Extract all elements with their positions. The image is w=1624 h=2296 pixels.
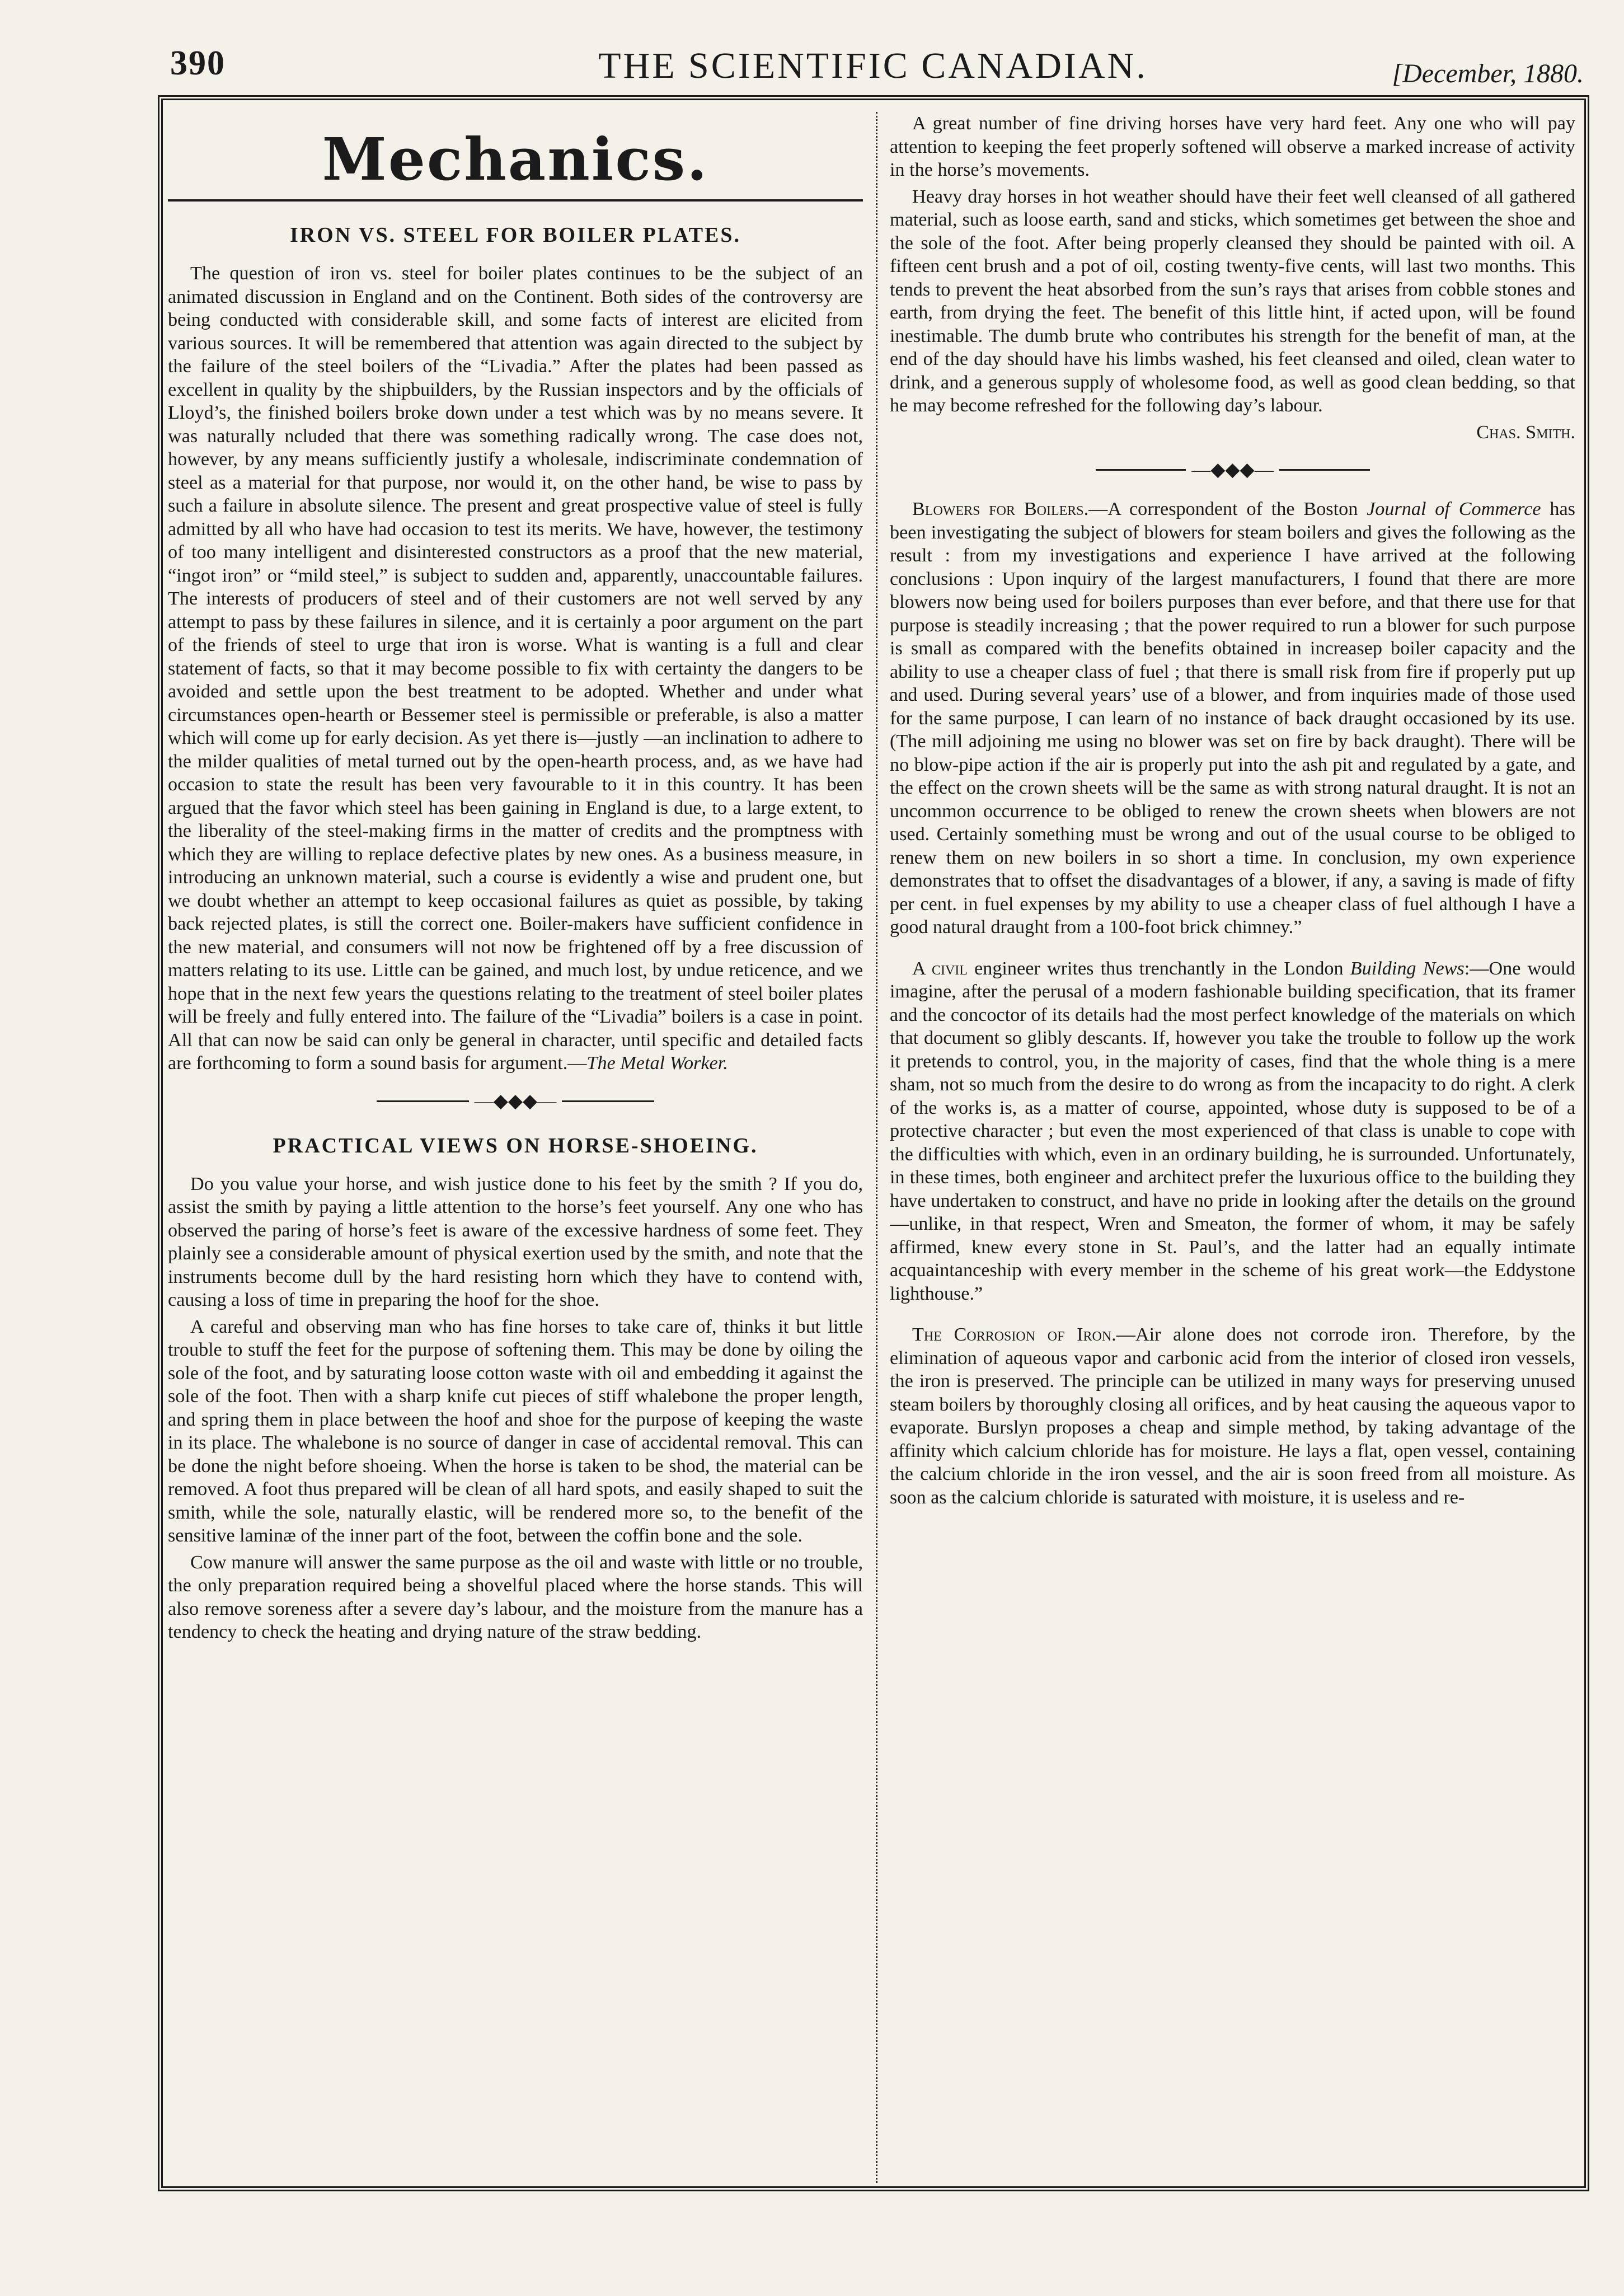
column-divider — [876, 112, 877, 2183]
article-civil-engineer — [890, 957, 1575, 1306]
article-iron-vs-steel — [168, 223, 863, 1075]
left-column — [168, 112, 863, 2177]
journal-name: Building News — [1350, 958, 1465, 979]
article-blowers — [890, 498, 1575, 939]
article-paragraph: A careful and observing man who has fine horses to take care of, thinks it but little trouble to stuff the feet for the purpose of softening them. This may be done by oiling the sole of the foot, and by saturating loose cotton waste with oil and embedding it against the sole of the foot. Then with a sharp knife cut pieces of stiff whalebone the proper length, and spring them in place between the hoof and shoe for the purpose of keeping the waste in its place. The whalebone is no source of danger in case of accidental removal. This can be done the night before shoeing. When the horse is taken to be shod, the material can be removed. A foot thus prepared will be clean of all hard spots, and easily shaped to suit the smith, while the sole, naturally elastic, will be rendered more so, to the benefit of the sensitive laminæ of the inner part of the foot, between the coffin bone and the sole. — [168, 1316, 863, 1546]
author-signature: Chas. Smith. — [1476, 421, 1575, 443]
article-paragraph: Do you value your horse, and wish justice done to his feet by the smith ? If you do, assist the smith by paying a little attention to the horse’s feet yourself. Any one who has observed the paring of horse’s feet is aware of the excessive hardness of some feet. They plainly see a considerable amount of physical exertion used by the smith, and note that the instruments become dull by the hard resisting horn which they have to contend with, causing a loss of time in preparing the hoof for the shoe. — [168, 1173, 863, 1310]
article-paragraph: A great number of fine driving horses have very hard feet. Any one who will pay attention to keeping the feet properly softened will observe a marked increase of activity in the horse’s movements. — [890, 113, 1575, 180]
article-lead: Blowers for Boilers. — [912, 499, 1089, 519]
article-lead: The Corrosion of Iron. — [912, 1324, 1116, 1345]
article-paragraph: Cow manure will answer the same purpose as the oil and waste with little or no trouble, the only preparation required being a shovelful placed where the horse stands. This will also remove soreness after a severe day’s labour, and the moisture from the manure has a tendency to check the heating and drying nature of the straw bedding. — [168, 1552, 863, 1642]
heading-rule — [168, 199, 863, 202]
article-title: IRON VS. STEEL FOR BOILER PLATES. — [289, 223, 741, 247]
source-credit: The Metal Worker. — [586, 1053, 728, 1074]
page-number: 390 — [170, 44, 226, 82]
article-horse-shoeing — [168, 1133, 863, 1644]
article-paragraph: A civil engineer writes thus trenchantly in the London Building News:—One would imagine, after the perusal of a modern fashionable building specification, that its framer and the concoctor of its details had the most perfect knowledge of the materials on which that document so glibly descants. If, however you take the trouble to follow up the work it pretends to control, you, in the majority of cases, find that the whole thing is a mere sham, not so much from the desire to do wrong as from the incapacity to do right. A clerk of the works is, as a matter of course, appointed, whose duty is supposed to be of a protective character ; but even the most experienced of that class is unable to cope with the difficulties with which, even in an ordinary building, he is surrounded. Unfortunately, in these times, both engineer and architect prefer the luxurious office to the building they have undertaken to construct, and have no pride in looking after the details on the ground—unlike, in that respect, Wren and Smeaton, the former of whom, it may be safely affirmed, knew every stone in St. Paul’s, and the latter had an equally intimate acquaintanceship with every member in the scheme of his great work—the Eddystone lighthouse.” — [890, 958, 1575, 1304]
separator-ornament: —◆◆◆— — [890, 458, 1575, 481]
masthead — [162, 34, 1584, 101]
journal-name: Journal of Commerce — [1367, 499, 1541, 519]
section-heading: Mechanics. — [322, 125, 709, 194]
right-column — [890, 112, 1575, 2177]
article-paragraph: The question of iron vs. steel for boiler plates continues to be the subject of an animated discussion in England and on the Continent. Both sides of the controversy are being conducted with considerable skill, and some facts of interest are elicited from various sources. It will be remembered that attention was again directed to the subject by the failure of the steel boilers of the “Livadia.” After the plates had been passed as excellent in quality by the shipbuilders, by the Russian inspectors and by the officials of Lloyd’s, the finished boilers broke down under a test which was by no means severe. It was naturally ncluded that there was something radically wrong. The case does not, however, by any means sufficiently justify a wholesale, indiscriminate condemnation of steel as a material for that purpose, nor would it, on the other hand, be wise to pass by such a failure in absolute silence. The present and great prospective value of steel is fully admitted by all who have had occasion to test its merits. We have, however, the testimony of too many intelligent and disinterested constructors as a proof that the new material, “ingot iron” or “mild steel,” is subject to sudden and, apparently, unaccountable failures. The interests of producers of steel and of their customers are not well served by any attempt to pass by these failures in silence, and it is certainly a poor argument on the part of the friends of steel to urge that iron is worse. What is wanting is a full and clear statement of facts, so that it may become possible to fix with certainty the dangers to be avoided and settle upon the best treatment to be adopted. Whether and under what circumstances open-hearth or Bessemer steel is permissible or preferable, is also a matter which will come up for early decision. As yet there is—justly —an inclination to adhere to the milder qualities of metal turned out by the open-hearth process, and, as we have had occasion to state the result has been very favourable to it in this country. It has been argued that the favor which steel has been gaining in England is due, to a large extent, to the liberality of the steel-making firms in the matter of credits and the promptness with which they are willing to replace defective plates by new ones. As a business measure, in introducing an unknown material, such a course is evidently a wise and prudent one, but we doubt whether an attempt to keep occasional failures as quiet as possible, by taking back rejected plates, is still the correct one. Boiler-makers have sufficient confidence in the new material, and consumers will not now be frightened off by a free discussion of matters relating to its use. Little can be gained, and much lost, by undue reticence, and we hope that in the next few years the questions relating to the treatment of steel boiler plates will be freely and fully entered into. The failure of the “Livadia” boilers is a case in point. All that can now be said can only be general in character, until specific and detailed facts are forthcoming to form a sound basis for argument.—The Metal Worker. — [168, 263, 863, 1074]
separator-ornament: —◆◆◆— — [168, 1090, 863, 1112]
issue-date: [December, 1880. — [1392, 59, 1584, 88]
article-paragraph: The Corrosion of Iron.—Air alone does not corrode iron. Therefore, by the elimination of aqueous vapor and carbonic acid from the interior of closed iron vessels, the iron is preserved. The principle can be utilized in many ways for preserving unused steam boilers by thoroughly closing all orifices, and by heat causing the aqueous vapor to evaporate. Burslyn proposes a cheap and simple method, by taking advantage of the affinity which calcium chloride has for moisture. He lays a flat, open vessel, containing the calcium chloride in the iron vessel, and the air is soon freed from all moisture. As soon as the calcium chloride is saturated with moisture, it is useless and re- — [890, 1324, 1575, 1508]
article-title: PRACTICAL VIEWS ON HORSE-SHOEING. — [273, 1133, 758, 1158]
article-lead: A civil — [912, 958, 968, 979]
article-paragraph: Blowers for Boilers.—A correspondent of the Boston Journal of Commerce has been investigating the subject of blowers for steam boilers and gives the following as the result : from my investigations and experience I have arrived at the following conclusions : Upon inquiry of the largest manufacturers, I found that there are more blowers now being used for boilers purposes than ever before, and that there use for that purpose is steadily increasing ; that the power required to run a blower for such purpose is small as compared with the benefits obtained in increasep boiler capacity and the ability to use a cheaper class of fuel ; that there is small risk from fire if properly put up and used. During several years’ use of a blower, and from inquiries made of those used for the same purpose, I can learn of no instance of back draught occasioned by its use. (The mill adjoining me using no blower was set on fire by back draught). There will be no blow-pipe action if the air is properly put into the ash pit and regulated by a gate, and the effect on the crown sheets will be the same as with strong natural draught. It is not an uncommon occurrence to be obliged to renew the crown sheets when blowers are not used. Certainly something must be wrong and out of the usual course to be obliged to renew them on new boilers in so short a time. In conclusion, my own experience demonstrates that to offset the disadvantages of a blower, if any, a saving is made of fifty per cent. in fuel expenses by my ability to use a cheaper class of fuel although I have a good natural draught from a 100-foot brick chimney.” — [890, 499, 1575, 938]
article-horse-shoeing-continued — [890, 112, 1575, 444]
journal-title: THE SCIENTIFIC CANADIAN. — [598, 45, 1148, 86]
article-corrosion — [890, 1323, 1575, 1509]
article-paragraph: Heavy dray horses in hot weather should have their feet well cleansed of all gathered material, such as loose earth, sand and sticks, which sometimes get between the shoe and the sole of the foot. After being properly cleansed they should be painted with oil. A fifteen cent brush and a pot of oil, costing twenty-five cents, will last two months. This tends to prevent the heat absorbed from the sun’s rays that arises from cobble stones and earth, from drying the feet. The benefit of this little hint, if acted upon, will be found inestimable. The dumb brute who contributes his strength for the benefit of man, at the end of the day should have his limbs washed, his feet cleansed and oiled, clean water to drink, and a generous supply of wholesome food, as well as good clean bedding, so that he may become refreshed for the following day’s labour. — [890, 186, 1575, 416]
